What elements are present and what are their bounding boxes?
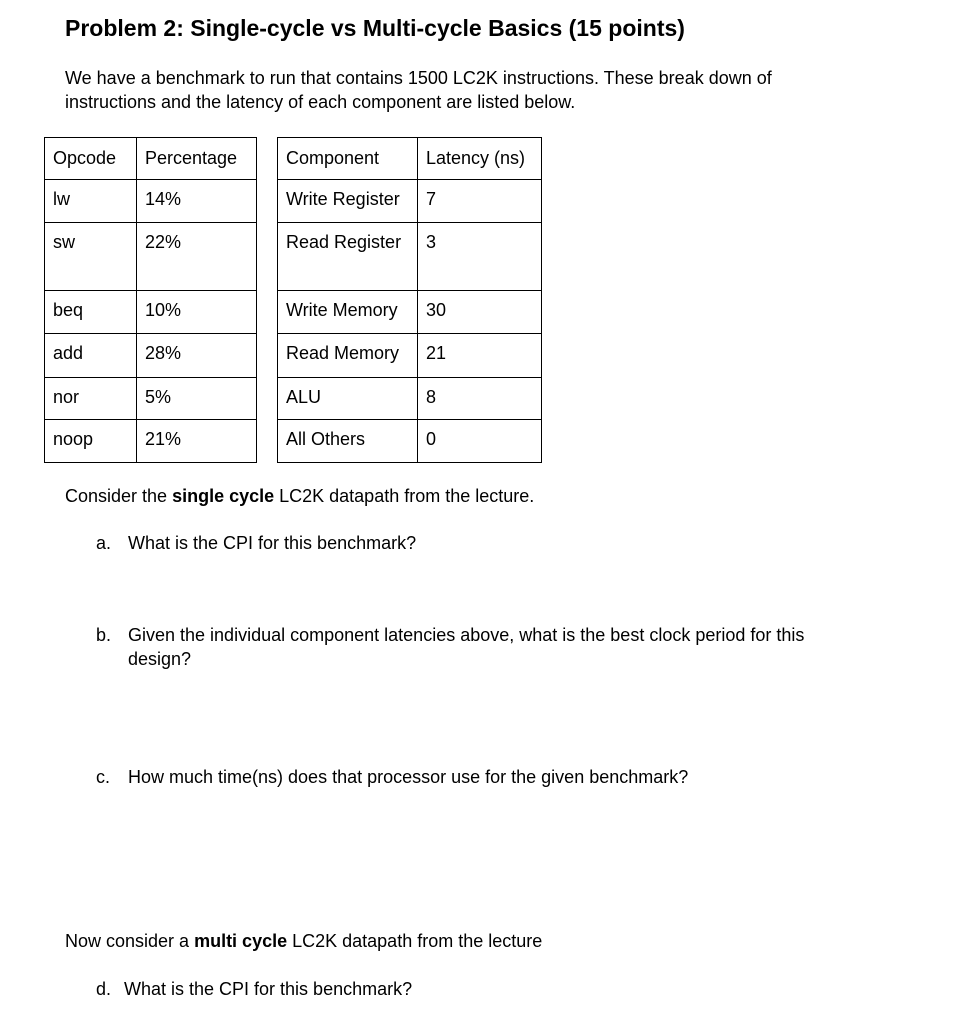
percentage-cell: 22% (137, 223, 257, 291)
table-header-row (278, 138, 542, 180)
header-cell: Latency (ns) (418, 138, 542, 180)
question-label: d. (96, 979, 112, 999)
opcode-cell: add (45, 334, 137, 378)
single-cycle-intro (65, 484, 534, 508)
opcode-cell: lw (45, 180, 137, 223)
table-row (45, 334, 257, 378)
opcode-cell: beq (45, 291, 137, 334)
table-row (278, 420, 542, 463)
table-row (278, 223, 542, 291)
latency-cell: 7 (418, 180, 542, 223)
percentage-cell: 28% (137, 334, 257, 378)
opcode-cell: nor (45, 378, 137, 420)
problem-title: Problem 2: Single-cycle vs Multi-cycle Basics (15 points) (65, 15, 685, 41)
opcode-cell: noop (45, 420, 137, 463)
percentage-cell: 14% (137, 180, 257, 223)
table-row (45, 180, 257, 223)
component-latency-table (277, 137, 542, 463)
opcode-cell: sw (45, 223, 137, 291)
question-b (96, 623, 805, 669)
question-label: c. (96, 767, 111, 787)
header-cell: Percentage (137, 138, 257, 180)
table-row (278, 291, 542, 334)
percentage-cell: 21% (137, 420, 257, 463)
latency-cell: 8 (418, 378, 542, 420)
question-text: What is the CPI for this benchmark? (124, 979, 413, 999)
latency-cell: 3 (418, 223, 542, 291)
header-cell: Component (278, 138, 418, 180)
single-cycle-prefix: Consider the (65, 486, 173, 506)
question-d (96, 977, 413, 1001)
percentage-cell: 5% (137, 378, 257, 420)
question-c (96, 765, 689, 789)
table-row (278, 378, 542, 420)
intro-paragraph: We have a benchmark to run that contains 1500 LC2K instructions. These break down of instructions and the latency of each component are listed below. (65, 68, 772, 112)
question-label: a. (96, 533, 112, 553)
header-cell: Opcode (45, 138, 137, 180)
question-text: Given the individual component latencies above, what is the best clock period for this design? (128, 625, 805, 669)
table-row (278, 180, 542, 223)
table-row (45, 420, 257, 463)
component-cell: Write Register (278, 180, 418, 223)
component-cell: Read Register (278, 223, 418, 291)
latency-cell: 30 (418, 291, 542, 334)
multi-cycle-suffix: LC2K datapath from the lecture (287, 931, 543, 951)
multi-cycle-intro (65, 929, 542, 953)
single-cycle-bold: single cycle (172, 486, 275, 506)
latency-cell: 0 (418, 420, 542, 463)
table-row (45, 378, 257, 420)
question-a (96, 531, 417, 555)
single-cycle-suffix: LC2K datapath from the lecture. (274, 486, 535, 506)
table-row (278, 334, 542, 378)
question-label: b. (96, 625, 112, 645)
percentage-cell: 10% (137, 291, 257, 334)
multi-cycle-bold: multi cycle (194, 931, 288, 951)
table-row (45, 223, 257, 291)
opcode-table (44, 137, 257, 463)
component-cell: ALU (278, 378, 418, 420)
question-text: How much time(ns) does that processor use for the given benchmark? (128, 767, 689, 787)
component-cell: Read Memory (278, 334, 418, 378)
latency-cell: 21 (418, 334, 542, 378)
table-row (45, 291, 257, 334)
question-text: What is the CPI for this benchmark? (128, 533, 417, 553)
table-header-row (45, 138, 257, 180)
component-cell: Write Memory (278, 291, 418, 334)
multi-cycle-prefix: Now consider a (65, 931, 195, 951)
component-cell: All Others (278, 420, 418, 463)
